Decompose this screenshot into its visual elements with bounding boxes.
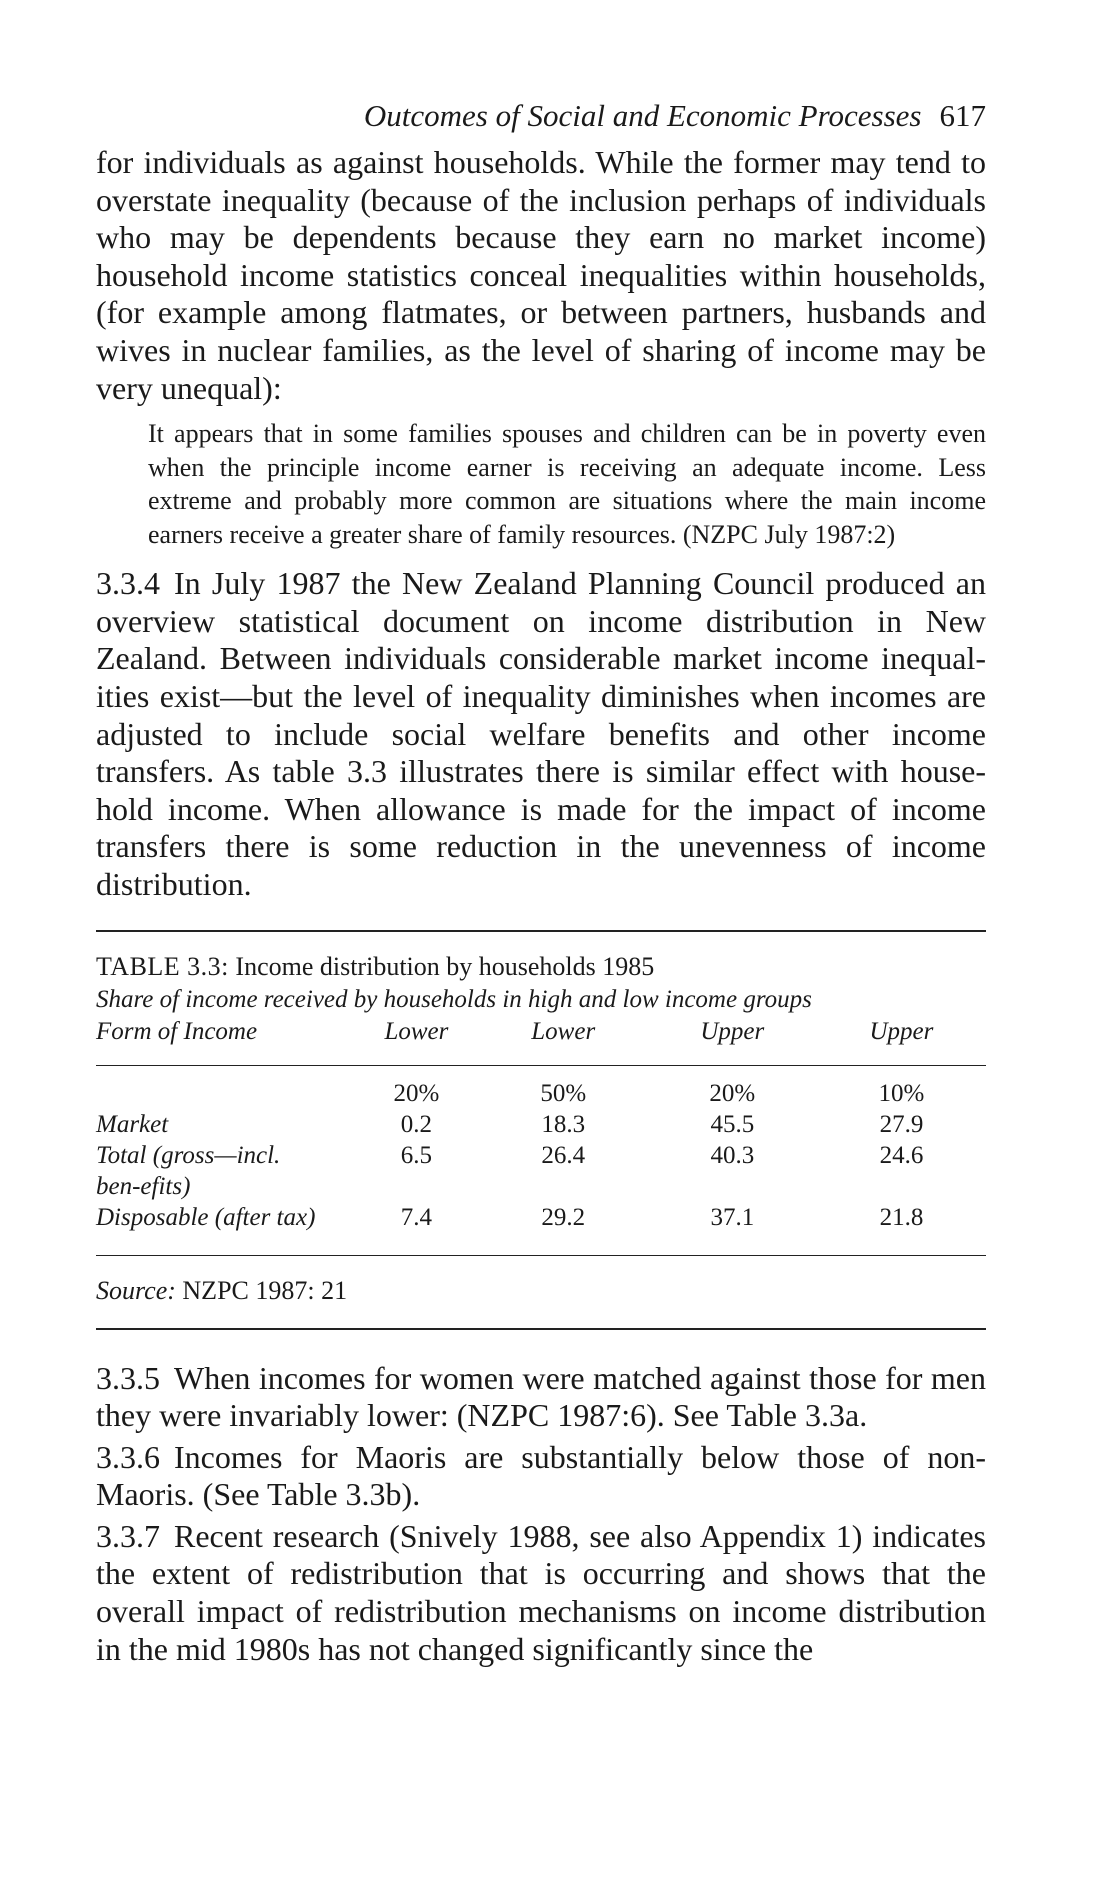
following-paragraphs: [96, 1360, 986, 1669]
table-subcaption: Share of income received by households in high and low income groups: [96, 985, 812, 1013]
table-caption: [96, 950, 986, 984]
block-quote: It appears that in some families spouses and children can be in poverty even when the principle income earner is receiving an adequate income. Less extreme and probably more common are situations where the main income earners receive a greater share of family resources. (NZPC July 1987:2): [148, 419, 986, 549]
paragraph-number: 3.3.7: [96, 1517, 160, 1554]
source-label: Source:: [96, 1275, 176, 1305]
row-label: Market: [96, 1110, 169, 1138]
paragraph-3-3-4: [96, 565, 986, 903]
table-cell: 27.9: [879, 1110, 924, 1138]
row-label: Disposable (after tax): [96, 1203, 316, 1231]
table-row: [96, 1109, 986, 1140]
paragraph-3-3-6: [96, 1439, 986, 1514]
table-row: [96, 1202, 986, 1255]
paragraph-number: 3.3.6: [96, 1438, 160, 1475]
paragraph-text: Incomes for Maoris are substantially below those of non-Maoris. (See Table 3.3b).: [96, 1438, 986, 1513]
table-cell: 21.8: [879, 1203, 924, 1231]
table-cell: 18.3: [541, 1110, 586, 1138]
row-label: Total (gross—incl. ben-efits): [96, 1141, 281, 1200]
intro-paragraph: for individuals as against households. While the former may tend to overstate inequality (because of the inclusion perhaps of individuals who may be dependents because they earn no market income) household income statistics conceal inequalities within households, (for example among flatmates, or between partners, husbands and wives in nuclear families, as the level of sharing of income may be very unequal):: [96, 144, 986, 406]
page-number: 617: [939, 98, 986, 133]
table-cell: 20%: [393, 1079, 440, 1107]
paragraph-text: When incomes for women were matched against those for men they were invariably lower: (NZPC 1987:6). See Table 3.3a.: [96, 1359, 986, 1434]
table-cell: 45.5: [710, 1110, 755, 1138]
table-cell: 10%: [878, 1079, 925, 1107]
income-table: [96, 1016, 986, 1256]
table-cell: 26.4: [541, 1141, 586, 1169]
table-cell: 7.4: [400, 1203, 433, 1231]
paragraph-text: In July 1987 the New Zealand Planning Council produced an overview statistical document on income distribution in New Zealand. Between individuals considerable market income inequalities exist—but the level of inequality diminishes when incomes are adjusted to include social welfare benefits and other income transfers. As table 3.3 illustrates there is similar effect with household income. When allowance is made for the impact of income transfers there is some reduction in the unevenness of income distribution.: [96, 565, 986, 902]
table-cell: 50%: [540, 1079, 587, 1107]
table-cell: 40.3: [710, 1141, 755, 1169]
table-caption-label: TABLE 3.3:: [96, 951, 229, 981]
table-bottom-rule: [96, 1328, 986, 1330]
footer-rule: [96, 1255, 986, 1256]
table-cell: 37.1: [710, 1203, 755, 1231]
table-caption-text: Income distribution by households 1985: [235, 951, 655, 981]
table-row-percent: [96, 1066, 986, 1109]
table-source: [96, 1274, 986, 1308]
table-top-rule: [96, 930, 986, 932]
column-header: Lower: [384, 1017, 449, 1045]
running-head: [96, 96, 986, 136]
paragraph-number: 3.3.4: [96, 565, 160, 602]
table-cell: 6.5: [400, 1141, 433, 1169]
column-header: Upper: [700, 1017, 765, 1045]
table-header-row: [96, 1016, 986, 1065]
table-row: [96, 1140, 986, 1202]
table-cell: 0.2: [400, 1110, 433, 1138]
footer-rule-row: [96, 1255, 986, 1256]
paragraph-3-3-5: [96, 1360, 986, 1435]
column-header-form: Form of Income: [96, 1017, 258, 1045]
running-head-title: Outcomes of Social and Economic Processes: [363, 98, 922, 133]
column-header: Upper: [869, 1017, 934, 1045]
paragraph-3-3-7: [96, 1518, 986, 1668]
book-page: [96, 96, 986, 1672]
source-text: NZPC 1987: 21: [182, 1275, 348, 1305]
table-cell: 29.2: [541, 1203, 586, 1231]
table-3-3: [96, 930, 986, 1330]
column-header: Lower: [531, 1017, 596, 1045]
paragraph-text: Recent research (Snively 1988, see also Appendix 1) indicates the extent of redistribution that is occurring and shows that the overall impact of redistribution mechanisms on income distribution in the mid 1980s has not changed significantly since the: [96, 1517, 986, 1667]
table-cell: 20%: [709, 1079, 756, 1107]
table-cell-empty: [96, 1066, 354, 1109]
table-cell: 24.6: [879, 1141, 924, 1169]
paragraph-number: 3.3.5: [96, 1359, 160, 1396]
